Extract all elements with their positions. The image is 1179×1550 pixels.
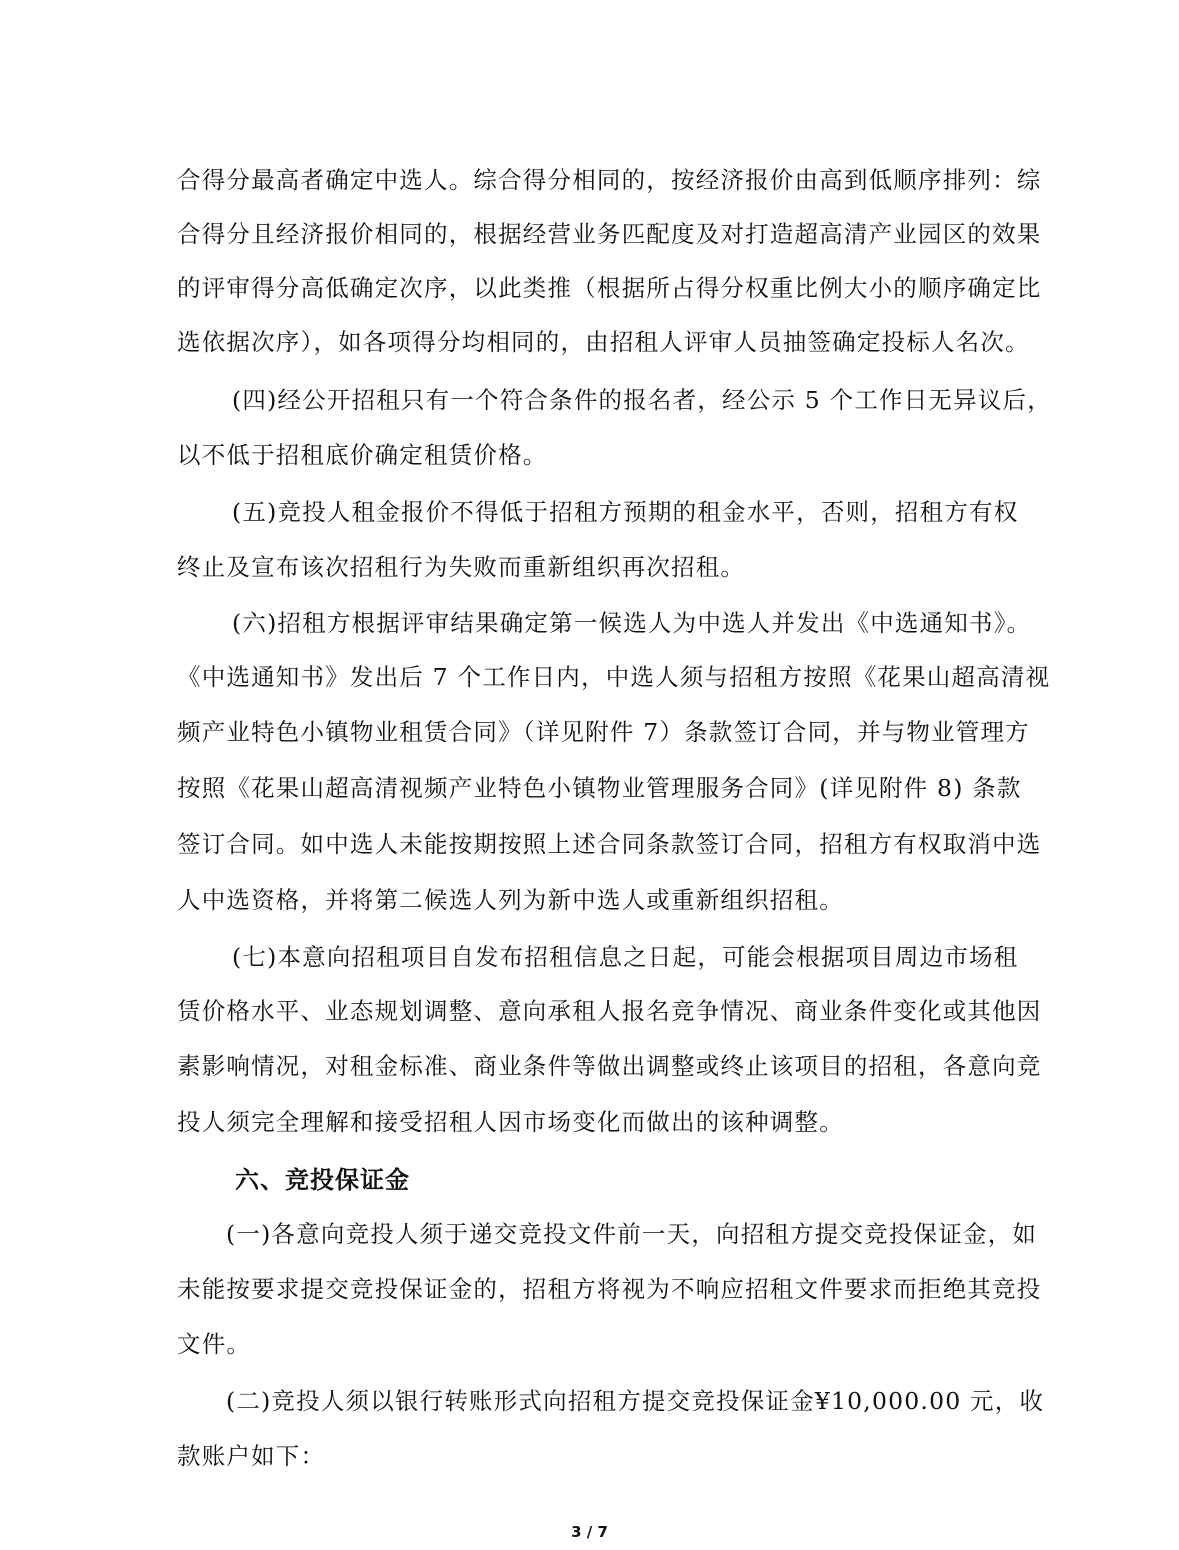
paragraph-line: 未能按要求提交竞投保证金的，招租方将视为不响应招租文件要求而拒绝其竞投: [177, 1275, 1042, 1303]
paragraph-line: 《中选通知书》发出后 7 个工作日内，中选人须与招租方按照《花果山超高清视: [177, 663, 1051, 691]
paragraph-line: 合得分最高者确定中选人。综合得分相同的，按经济报价由高到低顺序排列：综: [177, 166, 1042, 194]
paragraph-line: 款账户如下：: [177, 1442, 326, 1470]
paragraph-line: 选依据次序），如各项得分均相同的，由招租人评审人员抽签确定投标人名次。: [177, 328, 1030, 356]
section-heading: 六、竞投保证金: [235, 1166, 410, 1194]
paragraph-line: (二)竞投人须以银行转账形式向招租方提交竞投保证金¥10,000.00 元，收: [226, 1387, 1045, 1415]
paragraph-line: (七)本意向招租项目自发布招租信息之日起，可能会根据项目周边市场租: [232, 943, 1019, 971]
paragraph-line: 签订合同。如中选人未能按期按照上述合同条款签订合同，招租方有权取消中选: [177, 830, 1042, 858]
paragraph-line: 频产业特色小镇物业租赁合同》（详见附件 7）条款签订合同，并与物业管理方: [177, 718, 1030, 746]
paragraph-line: (一)各意向竞投人须于递交竞投文件前一天，向招租方提交竞投保证金，如: [226, 1220, 1038, 1248]
paragraph-line: 按照《花果山超高清视频产业特色小镇物业管理服务合同》(详见附件 8) 条款: [177, 774, 1022, 802]
paragraph-line: 终止及宣布该次招租行为失败而重新组织再次招租。: [177, 553, 746, 581]
paragraph-line: 以不低于招租底价确定租赁价格。: [177, 441, 548, 469]
paragraph-line: 赁价格水平、业态规划调整、意向承租人报名竞争情况、商业条件变化或其他因: [177, 997, 1042, 1025]
paragraph-line: 的评审得分高低确定次序，以此类推（根据所占得分权重比例大小的顺序确定比: [177, 274, 1042, 302]
paragraph-line: (四)经公开招租只有一个符合条件的报名者，经公示 5 个工作日无异议后，: [232, 386, 1052, 414]
paragraph-line: 投人须完全理解和接受招租人因市场变化而做出的该种调整。: [177, 1108, 844, 1136]
paragraph-line: 合得分且经济报价相同的，根据经营业务匹配度及对打造超高清产业园区的效果: [177, 220, 1042, 248]
paragraph-line: 文件。: [177, 1330, 252, 1358]
paragraph-line: (五)竞投人租金报价不得低于招租方预期的租金水平，否则，招租方有权: [232, 498, 1019, 526]
paragraph-line: (六)招租方根据评审结果确定第一候选人为中选人并发出《中选通知书》。: [232, 609, 1032, 637]
paragraph-line: 素影响情况，对租金标准、商业条件等做出调整或终止该项目的招租，各意向竞: [177, 1052, 1042, 1080]
paragraph-line: 人中选资格，并将第二候选人列为新中选人或重新组织招租。: [177, 886, 844, 914]
page-number: 3 / 7: [571, 1523, 608, 1541]
